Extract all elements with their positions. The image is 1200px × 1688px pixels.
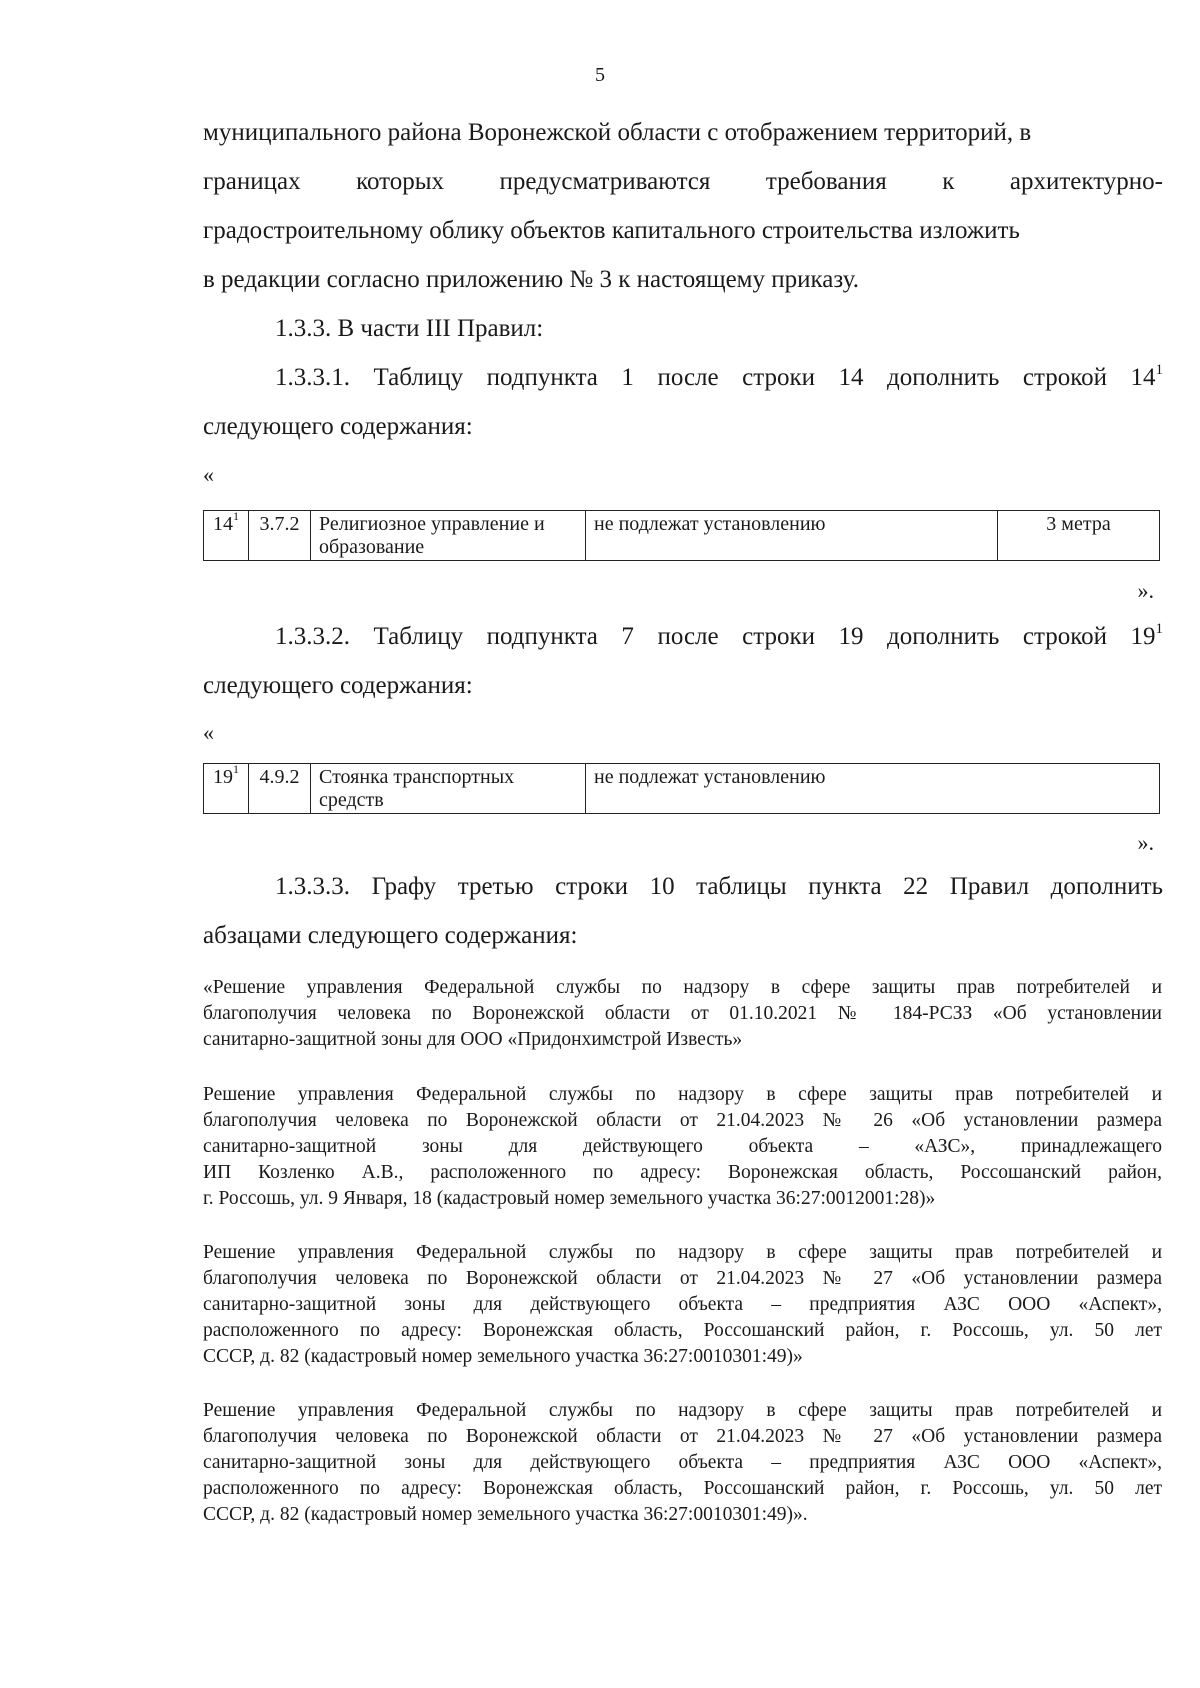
closing-quote: ».	[1137, 830, 1154, 855]
decision-line: расположенного по адресу: Воронежская область, Россошанский район, г. Россошь, ул. 50 лет	[203, 1320, 1162, 1341]
decision-line: санитарно-защитной зоны для действующего объекта – «АЗС», принадлежащего	[203, 1136, 1162, 1157]
decision-line: Решение управления Федеральной службы по надзору в сфере защиты прав потребителей и	[203, 1084, 1162, 1105]
decision-line: благополучия человека по Воронежской области от 21.04.2023 № 26 «Об установлении размера	[203, 1110, 1162, 1131]
decision-line: благополучия человека по Воронежской области от 21.04.2023 № 27 «Об установлении размера	[203, 1268, 1162, 1289]
decision-line: г. Россошь, ул. 9 Января, 18 (кадастровый номер земельного участка 36:27:0012001:28)»	[203, 1188, 936, 1209]
body-text-line: в редакции согласно приложению № 3 к настоящему приказу.	[203, 266, 859, 293]
clause-heading-1-3-3: 1.3.3. В части III Правил:	[275, 315, 544, 342]
table-cell-value: не подлежат установлению	[586, 764, 1160, 814]
insert-table-row-19-1	[203, 763, 1160, 814]
decision-line: санитарно-защитной зоны для ООО «Придонхимстрой Известь»	[203, 1029, 743, 1050]
decision-line: Решение управления Федеральной службы по надзору в сфере защиты прав потребителей и	[203, 1242, 1162, 1263]
table-cell-number: $14^1$	[204, 511, 249, 561]
decision-line: «Решение управления Федеральной службы по надзору в сфере защиты прав потребителей и	[203, 977, 1162, 998]
body-text-line: градостроительному облику объектов капитального строительства изложить	[203, 217, 1020, 244]
table-cell-number: $19^1$	[204, 764, 249, 814]
decision-paragraph	[203, 975, 1162, 1053]
table-cell-name: Религиозное управление и образование	[311, 511, 586, 561]
decision-line: благополучия человека по Воронежской области от 01.10.2021 № 184-РСЗЗ «Об установлении	[203, 1003, 1162, 1024]
clause-text: 1.3.3.2. Таблицу подпункта 7 после строки 19 дополнить строкой 19	[275, 623, 1156, 650]
decision-line: ИП Козленко А.В., расположенного по адресу: Воронежская область, Россошанский район,	[203, 1162, 1162, 1183]
table-cell-name: Стоянка транспортных средств	[311, 764, 586, 814]
clause-1-3-3-2-line	[275, 622, 1163, 652]
clause-1-3-3-3-line: абзацами следующего содержания:	[203, 922, 578, 949]
clause-1-3-3-1-line: следующего содержания:	[203, 413, 473, 440]
opening-quote: «	[203, 720, 214, 745]
decision-line: СССР, д. 82 (кадастровый номер земельного участка 36:27:0010301:49)».	[203, 1504, 808, 1525]
decision-line: Решение управления Федеральной службы по надзору в сфере защиты прав потребителей и	[203, 1400, 1162, 1421]
clause-1-3-3-3-line: 1.3.3.3. Графу третью строки 10 таблицы пункта 22 Правил дополнить	[275, 873, 1163, 900]
decision-paragraph	[203, 1082, 1162, 1212]
superscript: 1	[1155, 620, 1163, 637]
table-row	[204, 511, 1160, 561]
decision-line: расположенного по адресу: Воронежская область, Россошанский район, г. Россошь, ул. 50 лет	[203, 1478, 1162, 1499]
decision-line: благополучия человека по Воронежской области от 21.04.2023 № 27 «Об установлении размера	[203, 1426, 1162, 1447]
decision-paragraph	[203, 1398, 1162, 1528]
superscript: 1	[1155, 361, 1163, 378]
decision-paragraph	[203, 1240, 1162, 1370]
decision-line: санитарно-защитной зоны для действующего объекта – предприятия АЗС ООО «Аспект»,	[203, 1452, 1162, 1473]
clause-1-3-3-1-line	[275, 363, 1163, 393]
decision-line: санитарно-защитной зоны для действующего объекта – предприятия АЗС ООО «Аспект»,	[203, 1294, 1162, 1315]
table-cell-extra: 3 метра	[998, 511, 1160, 561]
page-number: 5	[595, 64, 605, 86]
clause-text: 1.3.3.1. Таблицу подпункта 1 после строки 14 дополнить строкой 14	[275, 364, 1156, 391]
body-text-line: муниципального района Воронежской области с отображением территорий, в	[203, 119, 1032, 146]
opening-quote: «	[203, 462, 214, 487]
table-cell-value: не подлежат установлению	[586, 511, 998, 561]
table-cell-code: 4.9.2	[249, 764, 311, 814]
table-row	[204, 764, 1160, 814]
closing-quote: ».	[1137, 578, 1154, 603]
insert-table-row-14-1	[203, 510, 1160, 561]
table-cell-code: 3.7.2	[249, 511, 311, 561]
decision-line: СССР, д. 82 (кадастровый номер земельного участка 36:27:0010301:49)»	[203, 1346, 803, 1367]
body-text-line: границах которых предусматриваются требования к архитектурно-	[203, 168, 1163, 195]
clause-1-3-3-2-line: следующего содержания:	[203, 672, 473, 699]
